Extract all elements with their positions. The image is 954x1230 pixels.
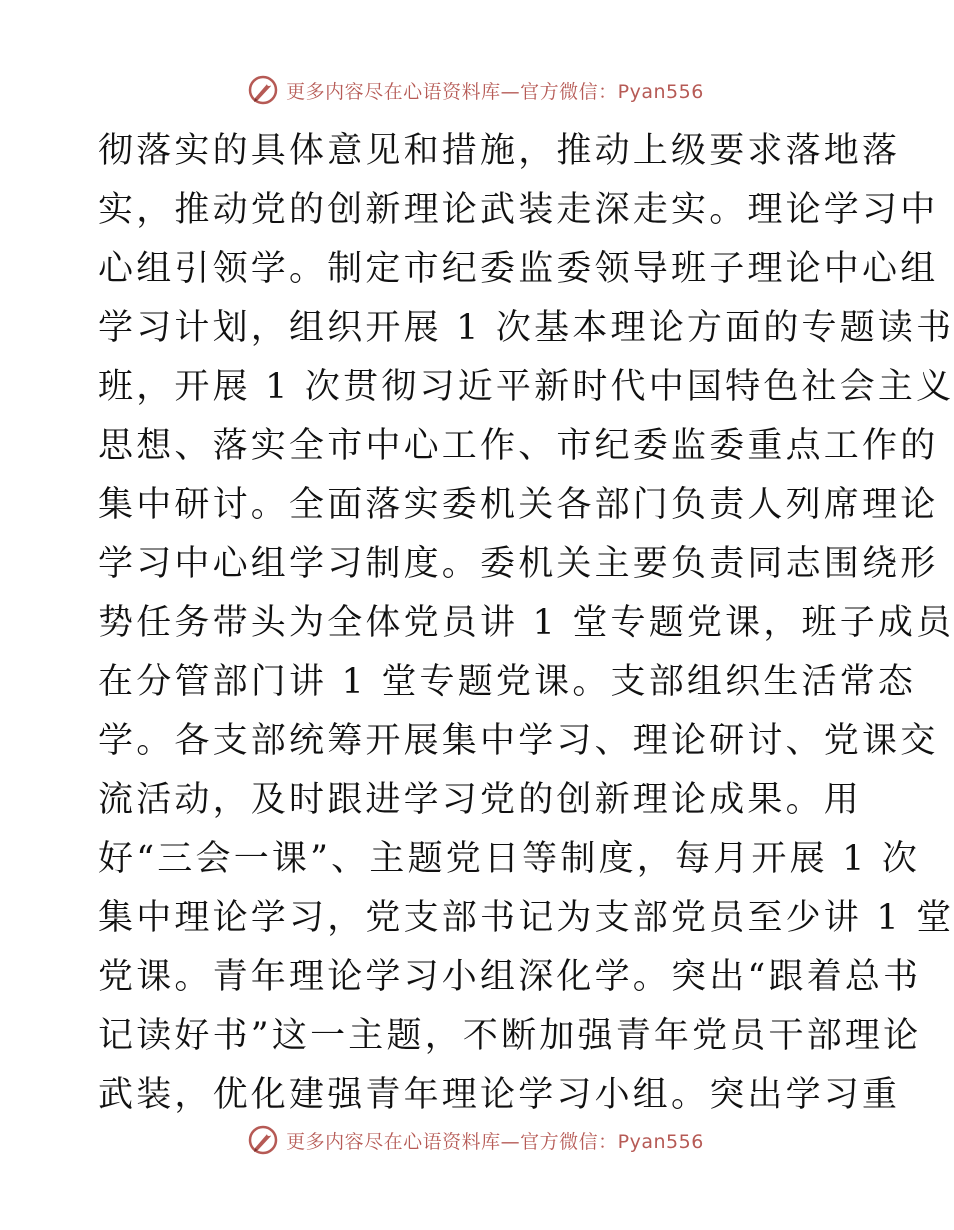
text-line: 集中理论学习，党支部书记为支部党员至少讲 1 堂 xyxy=(98,898,954,938)
text-line: 记读好书”这一主题，不断加强青年党员干部理论 xyxy=(98,1016,922,1056)
text-line: 流活动，及时跟进学习党的创新理论成果。用 xyxy=(98,780,863,820)
text-line: 党课。青年理论学习小组深化学。突出“跟着总书 xyxy=(98,957,922,997)
text-line: 武装，优化建强青年理论学习小组。突出学习重 xyxy=(98,1075,901,1115)
header-watermark xyxy=(0,70,950,110)
text-line: 班，开展 1 次贯彻习近平新时代中国特色社会主义 xyxy=(98,367,954,407)
text-line: 实，推动党的创新理论武装走深走实。理论学习中 xyxy=(98,190,939,230)
watermark-text: 更多内容尽在心语资料库—官方微信：Pyan556 xyxy=(286,1130,704,1153)
text-line: 学。各支部统筹开展集中学习、理论研讨、党课交 xyxy=(98,721,939,761)
watermark-text: 更多内容尽在心语资料库—官方微信：Pyan556 xyxy=(286,80,704,103)
pen-logo-icon xyxy=(246,73,280,107)
text-line: 心组引领学。制定市纪委监委领导班子理论中心组 xyxy=(98,249,939,289)
footer-watermark xyxy=(0,1120,950,1160)
text-line: 在分管部门讲 1 堂专题党课。支部组织生活常态 xyxy=(98,662,917,702)
text-line: 学习计划，组织开展 1 次基本理论方面的专题读书 xyxy=(98,308,954,348)
text-line: 思想、落实全市中心工作、市纪委监委重点工作的 xyxy=(98,426,939,466)
document-body xyxy=(98,122,954,1125)
text-line: 学习中心组学习制度。委机关主要负责同志围绕形 xyxy=(98,544,939,584)
text-line: 势任务带头为全体党员讲 1 堂专题党课，班子成员 xyxy=(98,603,954,643)
pen-logo-icon xyxy=(246,1123,280,1157)
text-line: 彻落实的具体意见和措施，推动上级要求落地落 xyxy=(98,131,901,171)
text-line: 集中研讨。全面落实委机关各部门负责人列席理论 xyxy=(98,485,939,525)
text-line: 好“三会一课”、主题党日等制度，每月开展 1 次 xyxy=(98,839,921,879)
